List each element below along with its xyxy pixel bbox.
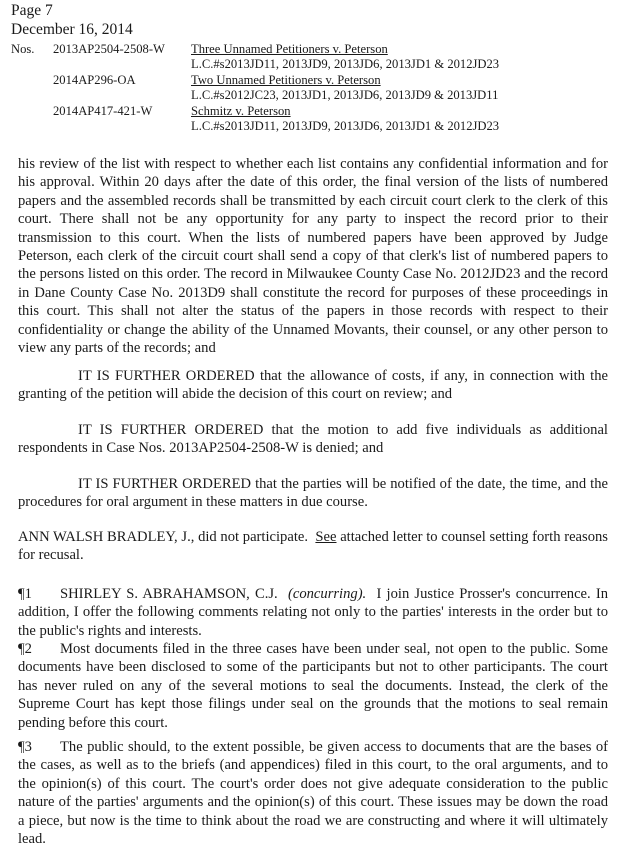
case-number: 2013AP2504-2508-W: [53, 42, 165, 56]
concurrence-paragraph-2: [18, 640, 608, 732]
paragraph-number: ¶3: [18, 739, 32, 755]
nos-label: Nos.: [11, 42, 35, 56]
paragraph-number: ¶2: [18, 641, 32, 657]
concurrence-paragraph-3: [18, 738, 608, 848]
page-number: Page 7: [11, 2, 53, 19]
case-title: Two Unnamed Petitioners v. Peterson: [191, 73, 381, 87]
continuation-paragraph: his review of the list with respect to whether each list contains any confidential information and for his approval. Within 20 days after the date of this order, the final version of the lists of numbered papers and the assembled records shall be transmitted by each circuit court clerk to the clerk of this court. There shall not be any opportunity for any party to inspect the record prior to their transmission to this court. When the lists of numbered papers have been approved by Judge Peterson, each clerk of the circuit court shall send a copy of that clerk's list of numbered papers to the persons listed on this order. The record in Milwaukee County Case No. 2012JD23 and the record in Dane County Case No. 2013D9 shall constitute the record for purposes of these proceedings in this court. This shall not alter the status of the papers in those records with respect to their confidentiality or change the ability of the Unnamed Movants, their counsel, or any other person to view any parts of the records; and: [18, 156, 608, 357]
case-number: 2014AP417-421-W: [53, 104, 153, 118]
order-costs-paragraph: [18, 367, 608, 404]
lower-court-numbers: L.C.#s2012JC23, 2013JD1, 2013JD6, 2013JD9 & 2013JD11: [191, 88, 499, 102]
concurrence-paragraph-1: [18, 585, 612, 640]
lower-court-numbers: L.C.#s2013JD11, 2013JD9, 2013JD6, 2013JD1 & 2012JD23: [191, 57, 500, 71]
paragraph-text: I join Justice Prosser's concurrence. In addition, I offer the following comments relating not only to the parties' interests in the order but to the public's rights and interests.: [18, 586, 612, 639]
case-title: Schmitz v. Peterson: [191, 104, 291, 118]
recusal-lead: ANN WALSH BRADLEY, J., did not participate.: [18, 529, 316, 545]
case-number: 2014AP296-OA: [53, 73, 136, 87]
concurrence-author: SHIRLEY S. ABRAHAMSON, C.J.: [60, 586, 288, 602]
order-notify-paragraph: [18, 475, 608, 512]
case-title: Three Unnamed Petitioners v. Peterson: [191, 42, 388, 56]
paragraph-number: ¶1: [18, 586, 32, 602]
order-motion-text: IT IS FURTHER ORDERED that the motion to add five individuals as additional respondents in Case Nos. 2013AP2504-2508-W is denied; and: [18, 422, 608, 457]
order-motion-paragraph: [18, 421, 608, 458]
concurring-label: (concurring).: [287, 586, 367, 602]
see-signal: See: [315, 529, 337, 545]
order-date: December 16, 2014: [11, 21, 133, 38]
recusal-paragraph: [18, 528, 608, 565]
paragraph-text: The public should, to the extent possible, be given access to documents that are the bases of the cases, as well as to the briefs (and appendices) filed in this court, to the oral arguments, and to the opinion(s) of this court. The court's order does not give adequate consideration to the public nature of the parties' arguments and the opinion(s) of this court. These issues may be down the road a piece, but now is the time to think about the road we are constructing and where it will ultimately lead.: [18, 739, 608, 848]
paragraph-text: Most documents filed in the three cases have been under seal, not open to the public. Some documents have been disclosed to some of the participants but not to other participants. The court has never ruled on any of the several motions to seal the documents. Instead, the clerk of the Supreme Court has kept those filings under seal on the grounds that the motions to seal remain pending before this court.: [18, 641, 608, 731]
order-notify-text: IT IS FURTHER ORDERED that the parties will be notified of the date, the time, and the procedures for oral argument in these matters in due course.: [18, 476, 608, 511]
order-costs-text: IT IS FURTHER ORDERED that the allowance of costs, if any, in connection with the granting of the petition will abide the decision of this court on review; and: [18, 368, 608, 403]
recusal-rest: attached letter to counsel setting forth reasons for recusal.: [18, 529, 608, 564]
lower-court-numbers: L.C.#s2013JD11, 2013JD9, 2013JD6, 2013JD1 & 2012JD23: [191, 119, 500, 133]
